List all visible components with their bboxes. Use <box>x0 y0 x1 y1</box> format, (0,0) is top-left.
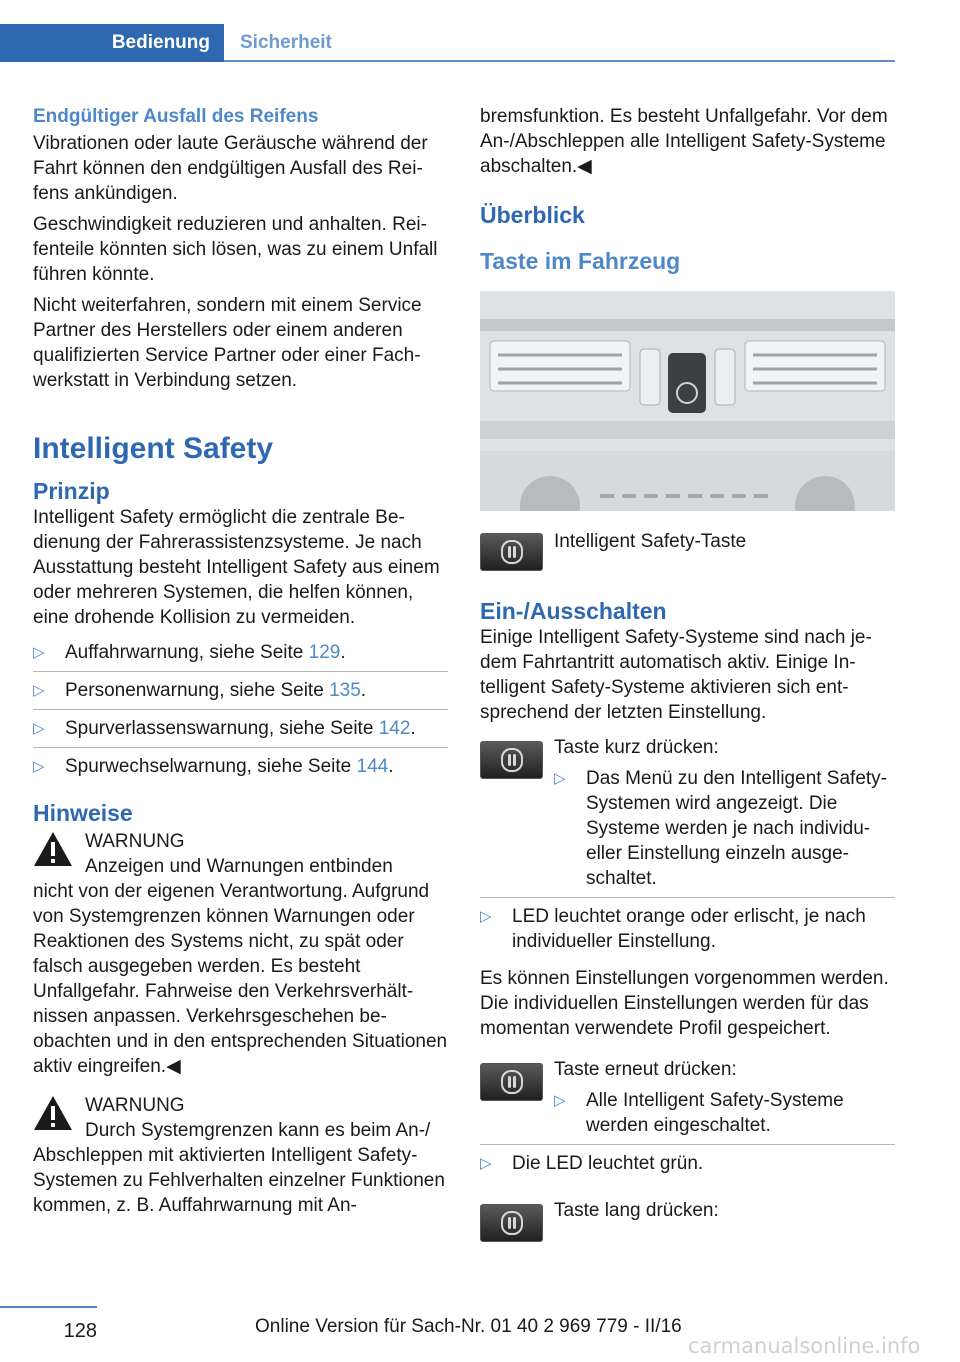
prinzip-text: Intelligent Safety ermöglicht die zentrale Bedienung der Fahrerassistenzsysteme. Je nach Ausstattung besteht Intelligent Safety aus einem oder mehreren Systemen, die helfen können, eine drohende Kollision zu vermeiden. <box>33 507 440 628</box>
triangle-bullet-icon: ▷ <box>554 1092 566 1109</box>
warning-text: Abschleppen mit aktivierten Intelligent Safety-Systemen zu Fehlverhalten einzelner Funktionen kommen, z. B. Auffahrwarnung mit An- <box>33 1145 445 1216</box>
list-item-end: . <box>360 680 367 701</box>
reifen-paragraph-1: Vibrationen oder laute Geräusche während der Fahrt können den endgültigen Ausfall des Reifens ankündigen. <box>33 133 428 204</box>
page-link[interactable]: 142 <box>378 718 411 739</box>
warning-lead: Durch Systemgrenzen kann es beim An-/ <box>85 1120 431 1141</box>
reifen-heading: Endgültiger Ausfall des Reifens <box>33 106 319 127</box>
list-item <box>33 748 448 785</box>
left-column <box>33 104 448 1224</box>
button-caption: Intelligent Safety-Taste <box>554 531 747 552</box>
tab-bedienung[interactable]: Bedienung <box>0 24 224 62</box>
button-legend <box>480 529 895 571</box>
warning-triangle-icon <box>33 831 73 867</box>
lang-block <box>480 1198 895 1244</box>
prinzip-heading: Prinzip <box>33 478 110 504</box>
list-item-text: Spurverlassenswarnung, siehe Seite <box>65 718 379 739</box>
list-item-text: Auffahrwarnung, siehe Seite <box>65 642 309 663</box>
reifen-paragraph-3: Nicht weiterfahren, sondern mit einem Service Partner des Herstellers oder einem anderen qualifizierten Service Partner oder einer Fachwerkstatt in Verbindung setzen. <box>33 295 422 391</box>
intelligent-safety-button-icon <box>480 1063 543 1101</box>
warning-box-2 <box>33 1093 448 1218</box>
online-version-note: Online Version für Sach-Nr. 01 40 2 969 779 - II/16 <box>255 1316 682 1337</box>
list-item <box>480 1144 895 1182</box>
list-item-text: Alle Intelligent Safety-Systeme werden eingeschaltet. <box>586 1090 844 1136</box>
list-item-end: . <box>410 718 416 739</box>
page-link[interactable]: 135 <box>329 680 361 701</box>
intelligent-safety-button-icon <box>480 533 543 571</box>
triangle-bullet-icon: ▷ <box>33 720 45 737</box>
page-number: 128 <box>0 1306 97 1343</box>
list-item-text: Das Menü zu den Intelligent Safety-Systemen wird angezeigt. Die Systeme werden je nach individueller Einstellung einzeln ausgeschaltet. <box>586 768 888 889</box>
warning-label: WARNUNG <box>85 1095 185 1116</box>
kurz-label: Taste kurz drücken: <box>554 737 719 758</box>
list-item-end: . <box>388 756 394 777</box>
watermark: carmanualsonline.info <box>688 1334 921 1358</box>
erneut-label: Taste erneut drücken: <box>554 1059 737 1080</box>
list-item <box>33 710 448 748</box>
triangle-bullet-icon: ▷ <box>480 908 492 925</box>
taste-heading: Taste im Fahrzeug <box>480 248 681 274</box>
list-item <box>33 672 448 710</box>
warning-triangle-icon <box>33 1095 73 1131</box>
ein-aus-heading: Ein-/Ausschalten <box>480 598 667 624</box>
triangle-bullet-icon: ▷ <box>33 644 45 661</box>
ein-aus-text: Einige Intelligent Safety-Systeme sind nach jedem Fahrtantritt automatisch aktiv. Einige Intelligent Safety-Systeme aktivieren sich entsprechend der letzten Einstellung. <box>480 627 872 723</box>
section-title: Intelligent Safety <box>33 432 274 465</box>
lang-label: Taste lang drücken: <box>554 1200 719 1221</box>
list-item <box>554 1082 895 1144</box>
list-item <box>554 760 895 897</box>
continued-text: bremsfunktion. Es besteht Unfallgefahr. Vor dem An-/Abschleppen alle Intelligent Safety-Systeme abschalten.◀ <box>480 106 888 177</box>
erneut-block <box>480 1057 895 1144</box>
list-item-text: Personenwarnung, siehe Seite <box>65 680 330 701</box>
intelligent-safety-button-icon <box>480 741 543 779</box>
ueberblick-heading: Überblick <box>480 202 585 228</box>
dashboard-vents-illustration <box>480 291 895 511</box>
page-link[interactable]: 144 <box>356 756 389 777</box>
right-column <box>480 104 895 1244</box>
list-item-text: LED leuchtet orange oder erlischt, je nach individueller Einstellung. <box>512 906 866 952</box>
triangle-bullet-icon: ▷ <box>33 758 45 775</box>
header-tabbar <box>0 24 895 62</box>
reifen-paragraph-2: Geschwindigkeit reduzieren und anhalten. Reifenteile könnten sich lösen, was zu einem Unfall führen könnte. <box>33 214 438 285</box>
triangle-bullet-icon: ▷ <box>554 770 566 787</box>
list-item-text: Die LED leuchtet grün. <box>512 1153 704 1174</box>
warning-label: WARNUNG <box>85 831 185 852</box>
list-item <box>480 897 895 960</box>
list-item-text: Spurwechselwarnung, siehe Seite <box>65 756 357 777</box>
intelligent-safety-button-icon <box>480 1204 543 1242</box>
warning-box-1 <box>33 829 448 1079</box>
triangle-bullet-icon: ▷ <box>33 682 45 699</box>
list-item-end: . <box>340 642 346 663</box>
triangle-bullet-icon: ▷ <box>480 1155 492 1172</box>
list-item <box>33 634 448 672</box>
warning-lead: Anzeigen und Warnungen entbinden <box>85 856 393 877</box>
kurz-block <box>480 735 895 897</box>
system-list <box>33 634 448 785</box>
hinweise-heading: Hinweise <box>33 800 133 826</box>
page-link[interactable]: 129 <box>308 642 341 663</box>
einstellungen-text: Es können Einstellungen vorgenommen werden. Die individuellen Einstellungen werden für das momentan verwendete Profil gespeichert. <box>480 968 889 1039</box>
tab-sicherheit[interactable]: Sicherheit <box>240 32 332 53</box>
warning-text: nicht von der eigenen Verantwortung. Aufgrund von Systemgrenzen können Warnungen oder Reaktionen des Systems nicht, zu spät oder falsch ausgegeben werden. Es besteht Unfallgefahr. Fahrweise den Verkehrsverhältnissen anpassen. Verkehrsgeschehen beobachten und in den entsprechenden Situationen aktiv eingreifen.◀ <box>33 881 448 1077</box>
vehicle-button-photo <box>480 291 895 511</box>
